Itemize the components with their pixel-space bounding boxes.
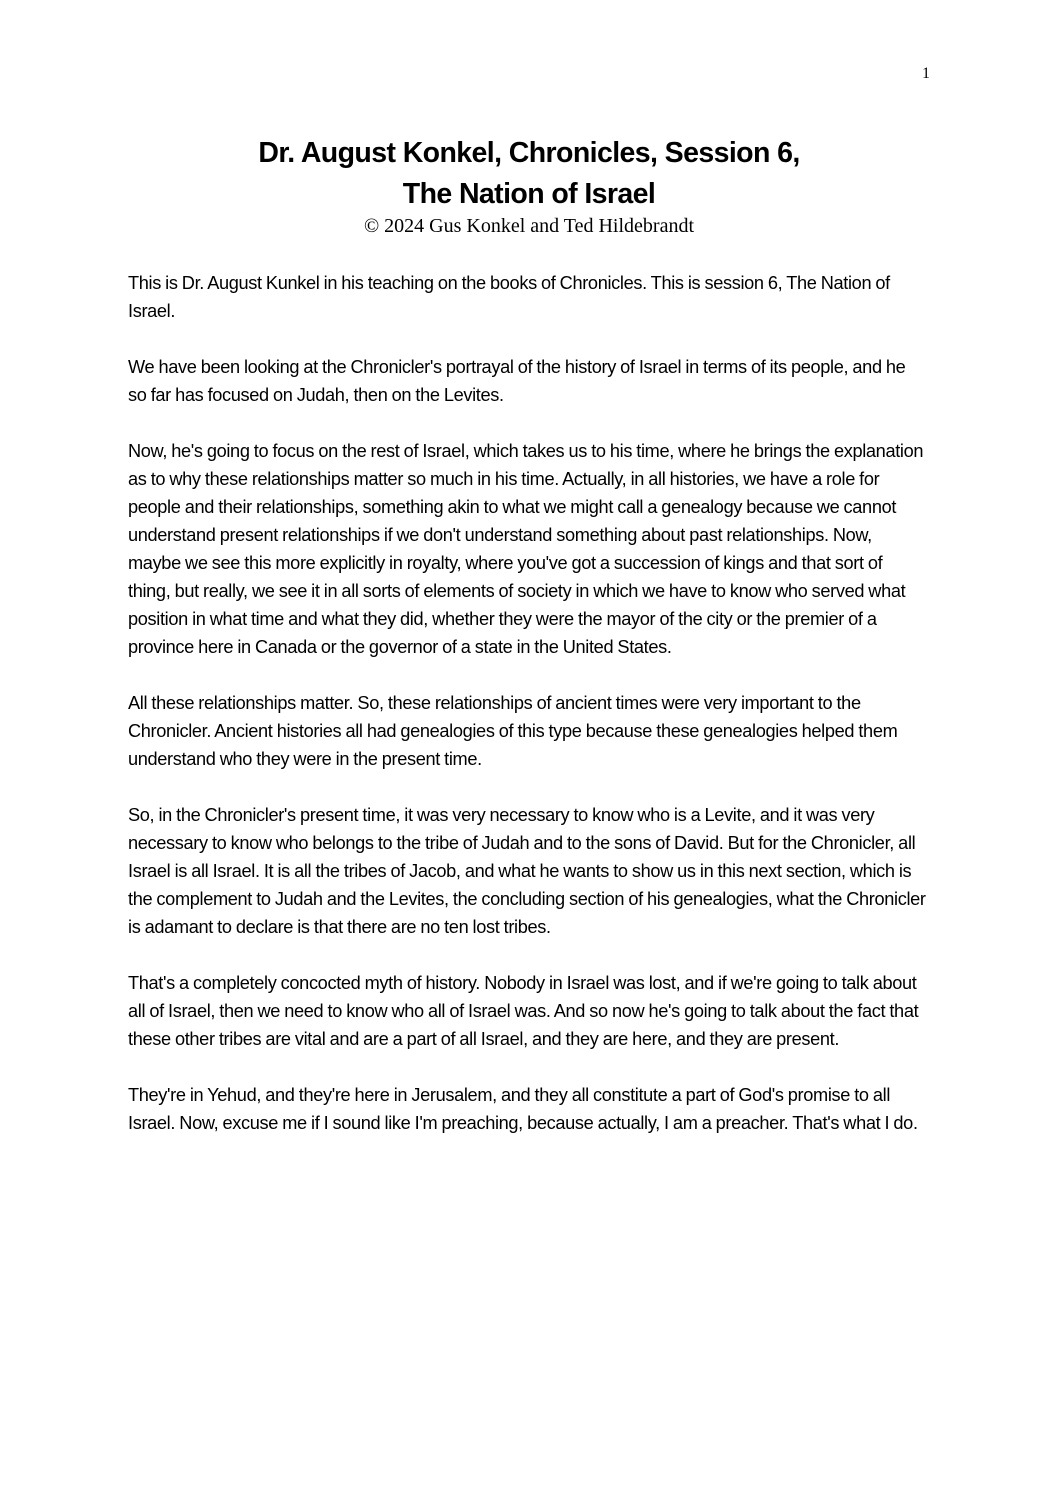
paragraph-4: All these relationships matter. So, these relationships of ancient times were very important to the Chronicler. Ancient histories all had genealogies of this type because these genealogies helped them understand who they were in the present time. — [128, 693, 898, 769]
document-header — [0, 133, 1058, 240]
document-title-line-2: The Nation of Israel — [402, 178, 656, 210]
paragraph-5: So, in the Chronicler's present time, it was very necessary to know who is a Levite, and it was very necessary to know who belongs to the tribe of Judah and to the sons of David. But for the Chronicler, all Israel is all Israel. It is all the tribes of Jacob, and what he wants to show us in this next section, which is the complement to Judah and the Levites, the concluding section of his genealogies, what the Chronicler is adamant to declare is that there are no ten lost tribes. — [128, 805, 926, 937]
page-number: 1 — [922, 65, 930, 82]
paragraph-6: That's a completely concocted myth of history. Nobody in Israel was lost, and if we're going to talk about all of Israel, then we need to know who all of Israel was. And so now he's going to talk about the fact that these other tribes are vital and are a part of all Israel, and they are here, and they are present. — [128, 973, 919, 1049]
paragraph-7: They're in Yehud, and they're here in Jerusalem, and they all constitute a part of God's promise to all Israel. Now, excuse me if I sound like I'm preaching, because actually, I am a preacher. That's what I do. — [128, 1085, 918, 1133]
copyright-notice: © 2024 Gus Konkel and Ted Hildebrandt — [363, 215, 695, 237]
paragraph-3: Now, he's going to focus on the rest of Israel, which takes us to his time, where he brings the explanation as to why these relationships matter so much in his time. Actually, in all histories, we have a role for people and their relationships, something akin to what we might call a genealogy because we cannot understand present relationships if we don't understand something about past relationships. Now, maybe we see this more explicitly in royalty, where you've got a succession of kings and that sort of thing, but really, we see it in all sorts of elements of society in which we have to know who served what position in what time and what they did, whether they were the mayor of the city or the premier of a province here in Canada or the governor of a state in the United States. — [128, 441, 924, 657]
paragraph-2: We have been looking at the Chronicler's portrayal of the history of Israel in terms of its people, and he so far has focused on Judah, then on the Levites. — [128, 357, 906, 405]
document-body — [128, 269, 928, 1165]
document-title-line-1: Dr. August Konkel, Chronicles, Session 6, — [258, 137, 800, 169]
paragraph-1: This is Dr. August Kunkel in his teaching on the books of Chronicles. This is session 6, The Nation of Israel. — [128, 273, 890, 321]
